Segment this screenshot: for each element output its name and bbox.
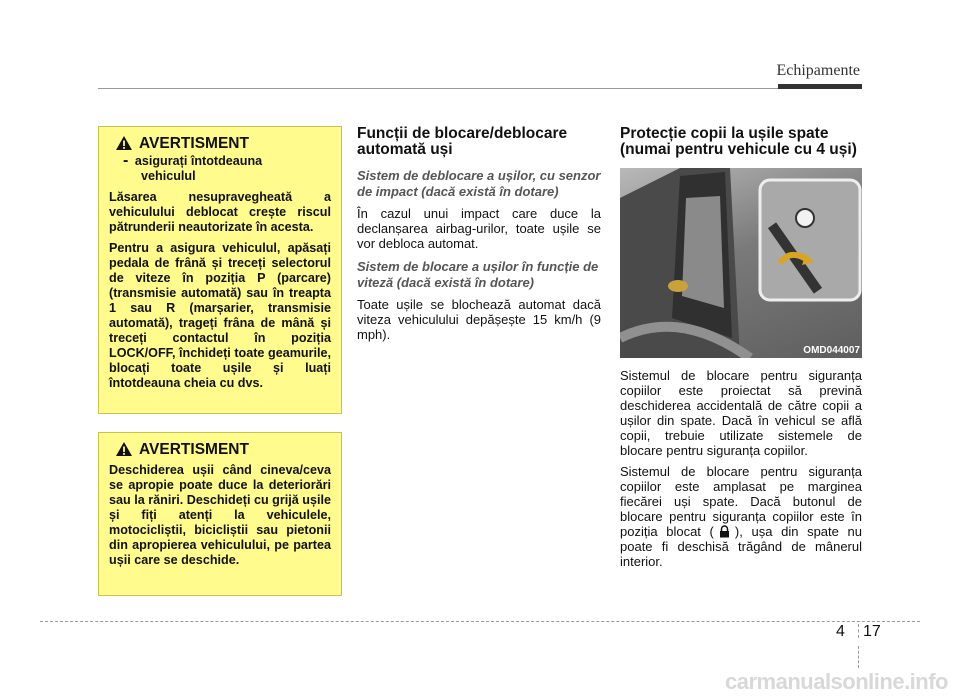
warning-subheading [109, 153, 331, 184]
warning-heading [115, 441, 331, 457]
warning-box-secure-vehicle [98, 126, 342, 414]
child-lock-door-photo [620, 168, 862, 358]
warning-sub-dash: - [123, 152, 129, 169]
warning-heading [115, 135, 331, 151]
header-rule-accent [778, 84, 862, 89]
warning-triangle-icon [115, 441, 133, 457]
image-code: OMD044007 [803, 345, 860, 356]
warning-sub-line2: vehiculul [141, 169, 196, 183]
door-illustration [620, 168, 862, 358]
warning-paragraph-1: Lăsarea nesupravegheată a vehiculului deblocat crește riscul pătrunderii neautorizate în acesta. [109, 190, 331, 234]
body-text-impact: În cazul unui impact care duce la declanșarea airbag-urilor, toate ușile se vor debloca automat. [357, 206, 601, 251]
warning-heading-text: AVERTISMENT [139, 440, 249, 458]
section-child-lock [620, 126, 862, 575]
page-number-divider-lower [858, 646, 859, 668]
subsection-title-impact: Sistem de deblocare a ușilor, cu senzor de impact (dacă există în dotare) [357, 168, 601, 199]
body-text-speed: Toate ușile se blochează automat dacă viteza vehiculului depășește 15 km/h (9 mph). [357, 297, 601, 342]
warning-heading-text: AVERTISMENT [139, 134, 249, 152]
chapter-number: 4 [836, 623, 845, 640]
body-text-child-lock-location [620, 464, 862, 569]
running-header: Echipamente [776, 62, 860, 79]
page-number: 17 [863, 623, 881, 640]
warning-paragraph-2: Pentru a asigura vehiculul, apăsați pedala de frână și treceți selectorul de viteze în poziția P (parcare) (transmisie automată) sau în treapta 1 sau R (marșarier, transmisie automată), trageți frâna de mână și treceți contactul în poziția LOCK/OFF, închideți toate geamurile, blocați toate ușile și luați întotdeauna cheia cu dvs. [109, 241, 331, 390]
page-number-divider [858, 624, 859, 638]
lock-icon [718, 525, 731, 538]
footer-rule [40, 621, 920, 622]
subsection-title-speed: Sistem de blocare a ușilor în funcție de viteză (dacă există în dotare) [357, 259, 599, 290]
body-text-part2: ), ușa din spate nu poate fi deschisă trăgând de mânerul interior. [620, 524, 862, 569]
body-text-part1: Sistemul de blocare pentru siguranța copiilor este amplasat pe marginea fiecărei uși spate. Dacă butonul de blocare pentru siguranța copiilor este în poziția blocat ( [620, 464, 862, 539]
header-rule [98, 88, 778, 89]
section-title: Protecție copii la ușile spate (numai pentru vehicule cu 4 uși) [620, 125, 857, 158]
body-text-child-lock-purpose: Sistemul de blocare pentru siguranța copiilor este proiectat să prevină deschiderea accidentală de către copii a ușilor din spate. Dacă în vehicul se află copii, trebuie utilizate sistemele de blocare pentru siguranța copiilor. [620, 368, 862, 458]
warning-triangle-icon [115, 135, 133, 151]
watermark: carmanualsonline.info [725, 669, 948, 694]
section-auto-lock [357, 126, 601, 348]
warning-paragraph: Deschiderea ușii când cineva/ceva se apropie poate duce la deteriorări sau la răniri. Deschideți cu grijă ușile și fiți atenți la vehiculele, motocicliștii, bicicliștii sau pietonii din apropierea vehiculului, pe partea ușii care se deschide. [109, 463, 331, 567]
section-title: Funcții de blocare/deblocare automată uși [357, 125, 568, 158]
warning-sub-line1: asigurați întotdeauna [134, 154, 263, 168]
warning-box-door-opening [98, 432, 342, 596]
